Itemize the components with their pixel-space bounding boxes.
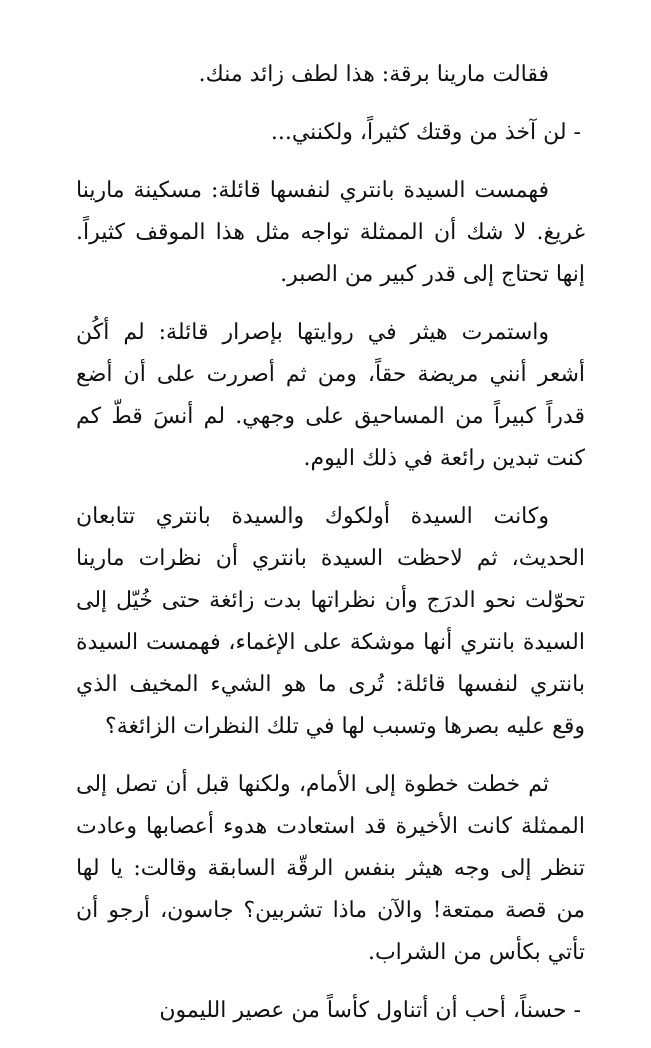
paragraph-5: وكانت السيدة أولكوك والسيدة بانتري تتابعان الحديث، ثم لاحظت السيدة بانتري أن نظرات مارينا تحوّلت نحو الدرَج وأن نظراتها بدت زائغة حتى خُيّل إلى السيدة بانتري أنها موشكة على الإغماء، فهمست السيدة بانتري لنفسها قائلة: تُرى ما هو الشيء المخيف الذي وقع عليه بصرها وتسبب لها في تلك النظرات الزائغة؟ (76, 504, 585, 739)
paragraph-1: فقالت مارينا برقة: هذا لطف زائد منك. (198, 62, 549, 87)
paragraph-4: واستمرت هيثر في روايتها بإصرار قائلة: لم أكُن أشعر أنني مريضة حقاً، ومن ثم أصررت على أن أضع قدراً كبيراً من المساحيق على وجهي. لم أنسَ قطّ كم كنت تبدين رائعة في ذلك اليوم. (76, 320, 585, 471)
page-text (76, 54, 585, 1048)
paragraph-7: - حسناً، أحب أن أتناول كأساً من عصير الليمون (159, 998, 581, 1023)
paragraph-6: ثم خطت خطوة إلى الأمام، ولكنها قبل أن تصل إلى الممثلة كانت الأخيرة قد استعادت هدوء أعصابها وعادت تنظر إلى وجه هيثر بنفس الرقّة السابقة وقالت: يا لها من قصة ممتعة! والآن ماذا تشربين؟ جاسون، أرجو أن تأتي بكأس من الشراب. (76, 772, 585, 965)
paragraph-2: - لن آخذ من وقتك كثيراً، ولكنني... (270, 120, 581, 145)
paragraph-3: فهمست السيدة بانتري لنفسها قائلة: مسكينة مارينا غريغ. لا شك أن الممثلة تواجه مثل هذا الموقف كثيراً. إنها تحتاج إلى قدر كبير من الصبر. (76, 178, 585, 287)
